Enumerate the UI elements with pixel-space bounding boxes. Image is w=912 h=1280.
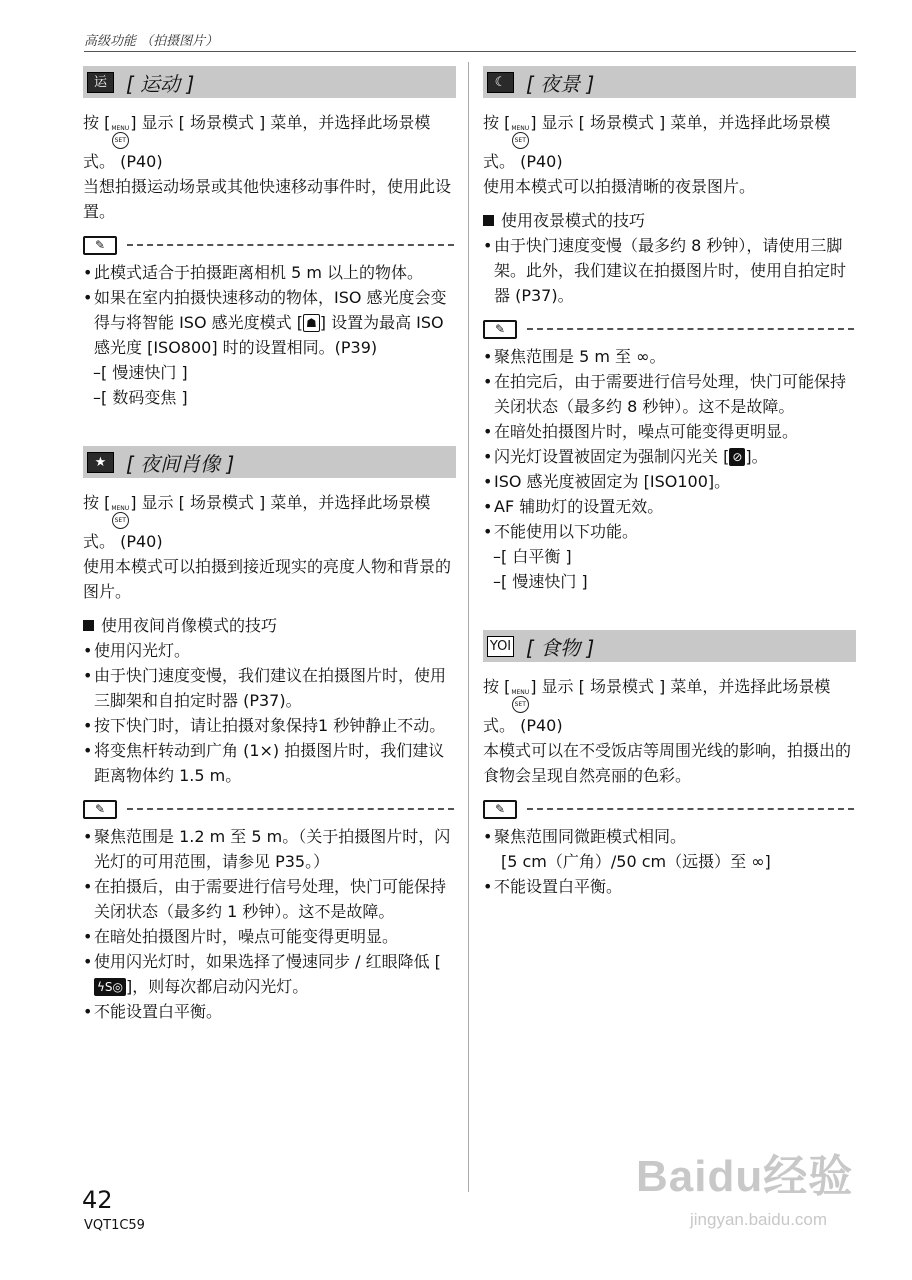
intro-paragraph: 按 [ MENU SET ] 显示 [ 场景模式 ] 菜单，并选择此场景模式。 (P40): [483, 677, 831, 735]
list-item: • 聚焦范围是 1.2 m 至 5 m。（关于拍摄图片时，闪光灯的可用范围，请参见 P35。）: [83, 824, 456, 874]
list-item: • 使用闪光灯。: [83, 638, 456, 663]
note-book-icon: ✎: [483, 800, 517, 819]
night-scenery-mode-icon: ☾: [487, 72, 514, 93]
night-portrait-mode-icon: ★: [87, 452, 114, 473]
tips-list: [483, 233, 856, 308]
list-item: –[ 慢速快门 ]: [493, 572, 588, 591]
section-header-sports: [83, 66, 456, 98]
list-item: • 将变焦杆转动到广角 (1×) 拍摄图片时，我们建议距离物体约 1.5 m。: [83, 738, 456, 788]
header-rule: [84, 51, 856, 52]
section-night-scenery: [483, 66, 856, 594]
list-item: • 如果在室内拍摄快速移动的物体，ISO 感光度会变得与将智能 ISO 感光度模式 [ ☗ ] 设置为最高 ISO 感光度 [ISO800] 时的设置相同。(P39): [83, 285, 456, 360]
note-divider: [483, 798, 856, 820]
description: 使用本模式可以拍摄清晰的夜景图片。: [483, 177, 756, 196]
section-sports: [83, 66, 456, 410]
right-column: [483, 66, 856, 899]
left-column: [83, 66, 456, 1024]
slow-sync-red-eye-icon: ϟS◎: [94, 978, 126, 996]
section-header-food: [483, 630, 856, 662]
note-book-icon: ✎: [83, 800, 117, 819]
list-item: • 聚焦范围是 5 m 至 ∞。: [483, 344, 856, 369]
menu-set-button-icon: MENU SET: [511, 690, 529, 713]
flash-off-icon: ⊘: [729, 448, 745, 466]
section-title: [ 夜景 ]: [526, 71, 595, 96]
list-item: • 闪光灯设置被固定为强制闪光关 [ ⊘ ]。: [483, 444, 856, 469]
list-item: [5 cm（广角）/50 cm（远摄）至 ∞]: [501, 852, 771, 871]
menu-set-button-icon: MENU SET: [111, 126, 129, 149]
section-header-night-scenery: [483, 66, 856, 98]
note-list: [483, 824, 856, 899]
list-item: • AF 辅助灯的设置无效。: [483, 494, 856, 519]
sports-mode-icon: 运: [87, 72, 114, 93]
list-item: • 由于快门速度变慢，我们建议在拍摄图片时，使用三脚架和自拍定时器 (P37)。: [83, 663, 456, 713]
menu-set-button-icon: MENU SET: [111, 506, 129, 529]
description: 使用本模式可以拍摄到接近现实的亮度人物和背景的图片。: [83, 557, 452, 601]
list-item: • 按下快门时，请让拍摄对象保持1 秒钟静止不动。: [83, 713, 456, 738]
menu-set-button-icon: MENU SET: [511, 126, 529, 149]
list-item: • ISO 感光度被固定为 [ISO100]。: [483, 469, 856, 494]
column-divider: [468, 62, 469, 1192]
intelligent-iso-icon: ☗: [303, 314, 320, 332]
section-title: [ 运动 ]: [126, 71, 195, 96]
description: 当想拍摄运动场景或其他快速移动事件时，使用此设置。: [83, 177, 452, 221]
section-food: [483, 630, 856, 899]
section-title: [ 食物 ]: [526, 635, 595, 660]
list-item: • 由于快门速度变慢（最多约 8 秒钟），请使用三脚架。此外，我们建议在拍摄图片时，使用自拍定时器 (P37)。: [483, 233, 856, 308]
list-item: • 不能设置白平衡。: [483, 874, 856, 899]
note-list: [483, 344, 856, 594]
watermark-logo: Baidu经验: [636, 1152, 854, 1201]
running-head: 高级功能 （拍摄图片）: [84, 34, 219, 49]
list-item: –[ 数码变焦 ]: [93, 388, 188, 407]
section-night-portrait: [83, 446, 456, 1024]
note-divider: [483, 318, 856, 340]
note-book-icon: ✎: [483, 320, 517, 339]
note-list: [83, 824, 456, 1024]
intro-paragraph: 按 [ MENU SET ] 显示 [ 场景模式 ] 菜单，并选择此场景模式。 (P40): [83, 113, 431, 171]
section-header-night-portrait: [83, 446, 456, 478]
watermark-url: jingyan.baidu.com: [690, 1210, 828, 1229]
list-item: –[ 白平衡 ]: [493, 547, 572, 566]
list-item: • 不能设置白平衡。: [83, 999, 456, 1024]
tips-heading: 使用夜景模式的技巧: [483, 208, 856, 233]
section-title: [ 夜间肖像 ]: [126, 451, 235, 476]
list-item: –[ 慢速快门 ]: [93, 363, 188, 382]
description: 本模式可以在不受饭店等周围光线的影响，拍摄出的食物会呈现自然亮丽的色彩。: [483, 741, 852, 785]
note-book-icon: ✎: [83, 236, 117, 255]
list-item: • 在暗处拍摄图片时，噪点可能变得更明显。: [483, 419, 856, 444]
list-item: • 使用闪光灯时，如果选择了慢速同步 / 红眼降低 [ϟS◎ ]，则每次都启动闪光灯。: [83, 949, 456, 999]
list-item: • 在拍完后，由于需要进行信号处理，快门可能保持关闭状态（最多约 8 秒钟）。这不是故障。: [483, 369, 856, 419]
note-divider: [83, 798, 456, 820]
note-divider: [83, 234, 456, 256]
list-item: • 不能使用以下功能。: [483, 519, 856, 544]
intro-paragraph: 按 [ MENU SET ] 显示 [ 场景模式 ] 菜单，并选择此场景模式。 (P40): [83, 493, 431, 551]
tips-heading: 使用夜间肖像模式的技巧: [83, 613, 456, 638]
model-code: VQT1C59: [84, 1218, 145, 1233]
intro-paragraph: 按 [ MENU SET ] 显示 [ 场景模式 ] 菜单，并选择此场景模式。 (P40): [483, 113, 831, 171]
list-item: • 聚焦范围同微距模式相同。: [483, 824, 856, 849]
list-item: • 在拍摄后，由于需要进行信号处理，快门可能保持关闭状态（最多约 1 秒钟）。这不是故障。: [83, 874, 456, 924]
tips-list: [83, 638, 456, 788]
note-list: [83, 260, 456, 410]
food-mode-icon: YOI: [487, 636, 514, 657]
page-number: 42: [82, 1186, 113, 1214]
list-item: • 在暗处拍摄图片时，噪点可能变得更明显。: [83, 924, 456, 949]
list-item: • 此模式适合于拍摄距离相机 5 m 以上的物体。: [83, 260, 456, 285]
